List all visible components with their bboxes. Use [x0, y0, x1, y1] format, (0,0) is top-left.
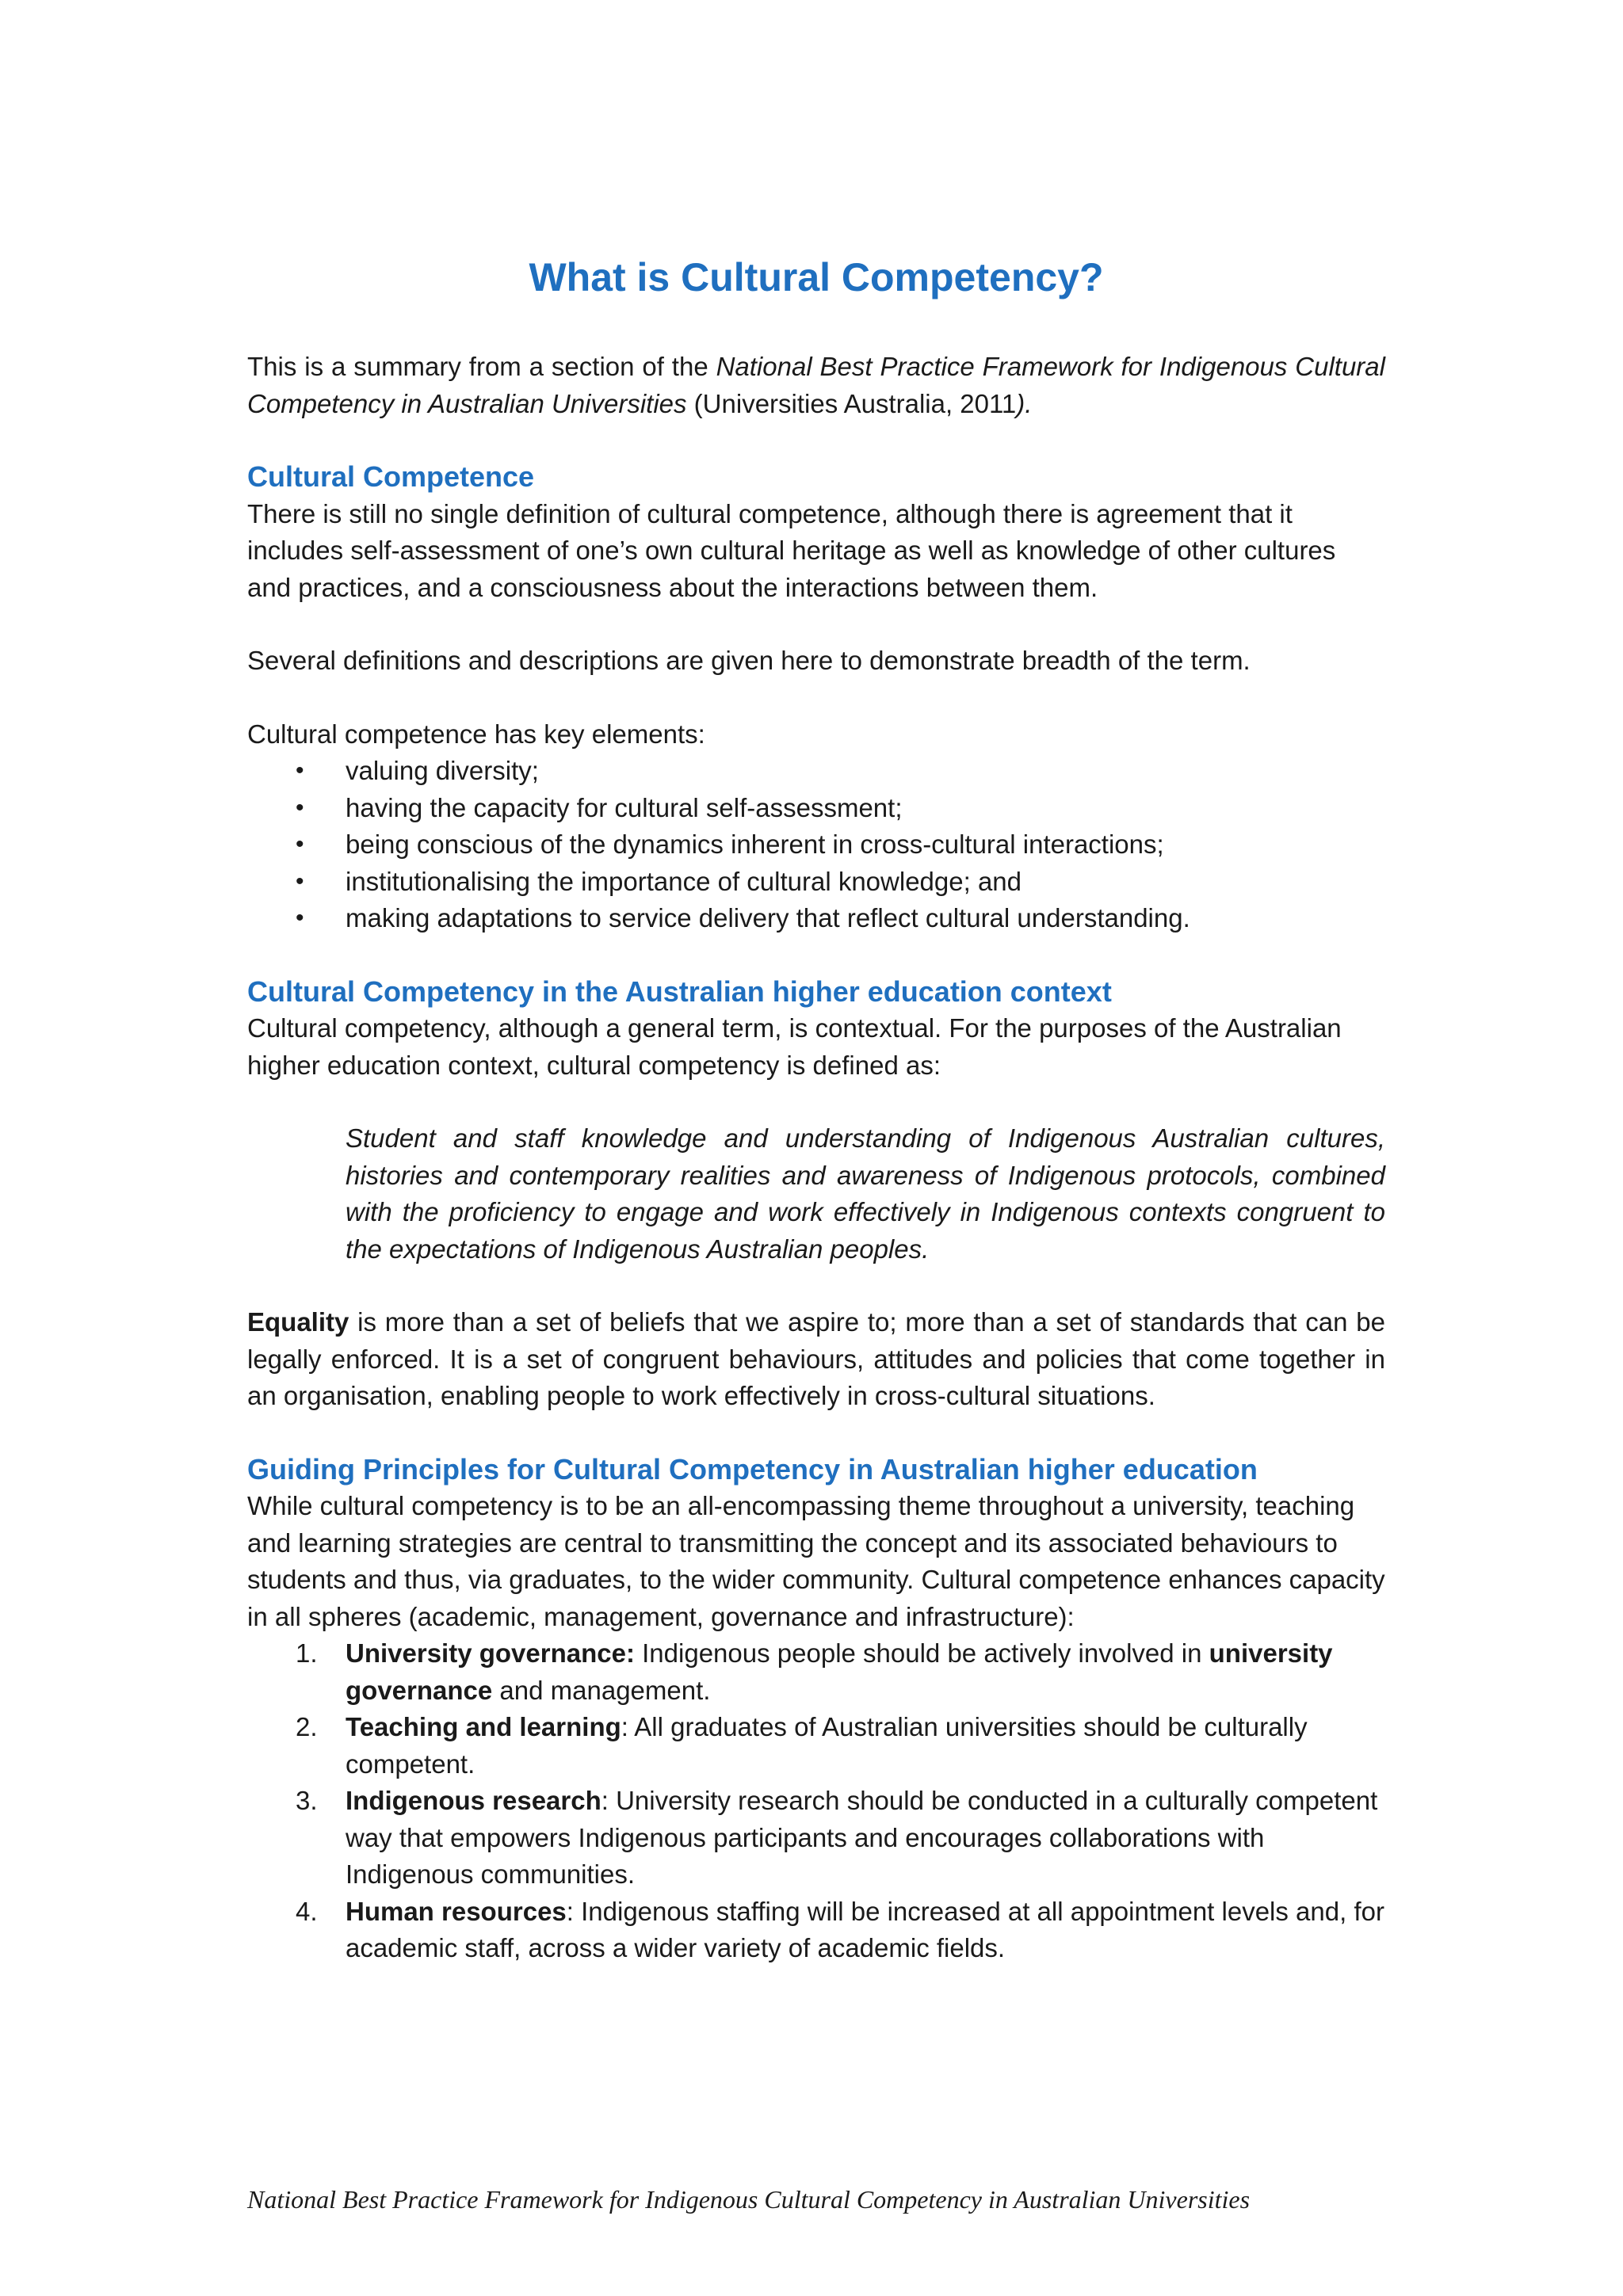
equality-paragraph	[247, 1304, 1385, 1415]
list-item	[247, 1783, 1385, 1894]
spacer	[247, 606, 1385, 643]
list-number: 2.	[296, 1712, 318, 1741]
key-elements-intro: Cultural competence has key elements:	[247, 719, 705, 749]
list-item-text: institutionalising the importance of cultural knowledge; and	[346, 866, 1022, 896]
spacer	[247, 680, 1385, 716]
list-item-text: making adaptations to service delivery that reflect cultural understanding.	[346, 903, 1190, 933]
bullet-icon: •	[296, 757, 304, 784]
principle-text: Indigenous people should be actively involved in	[634, 1638, 1209, 1668]
list-item-text: valuing diversity;	[346, 756, 539, 785]
list-number: 3.	[296, 1786, 318, 1815]
intro-suffix: (Universities Australia, 2011	[686, 388, 1017, 418]
bullet-icon: •	[296, 905, 304, 931]
equality-term: Equality	[247, 1307, 349, 1337]
spacer	[247, 422, 1385, 459]
definitions-note: Several definitions and descriptions are given here to demonstrate breadth of the term.	[247, 646, 1251, 675]
intro-prefix: This is a summary from a section of the	[247, 352, 716, 381]
intro-end: ).	[1016, 388, 1033, 418]
intro-paragraph	[247, 349, 1385, 422]
list-item	[247, 864, 1385, 901]
principle-text: : University research should be conducted in a culturally competent way that empowers Indigenous participants and encourages collaborations with Indigenous communities.	[346, 1786, 1378, 1889]
page-footer: National Best Practice Framework for Indigenous Cultural Competency in Australian Universities	[247, 2185, 1251, 2214]
document-body	[247, 252, 1385, 1967]
list-item-text: having the capacity for cultural self-assessment;	[346, 792, 903, 822]
bullet-icon: •	[296, 831, 304, 857]
principle-text: : All graduates of Australian universities should be culturally competent.	[346, 1712, 1308, 1779]
list-number: 4.	[296, 1896, 318, 1926]
list-item	[247, 900, 1385, 937]
guiding-principles-intro: While cultural competency is to be an all-encompassing theme throughout a university, teaching and learning strategies are central to transmitting the concept and its associated behaviours to students and thus, via graduates, to the wider community. Cultural competence enhances capacity in all spheres (academic, management, governance and infrastructure):	[247, 1491, 1385, 1631]
principle-emphasis: university governance	[346, 1638, 1333, 1705]
section-heading-higher-education-context: Cultural Competency in the Australian higher education context	[247, 974, 1112, 1008]
bullet-icon: •	[296, 794, 304, 821]
page-title: What is Cultural Competency?	[529, 255, 1104, 299]
spacer	[247, 937, 1385, 974]
intro-framework-title: National Best Practice Framework for Indigenous Cultural Competency in Australian Universities	[247, 352, 1385, 418]
principle-label: University governance:	[346, 1638, 635, 1668]
guiding-principles-list	[247, 1635, 1385, 1967]
cultural-competence-definition: There is still no single definition of cultural competence, although there is agreement that it includes self-assessment of one’s own cultural heritage as well as knowledge of other cultures and practices, and a consciousness about the interactions between them.	[247, 498, 1336, 602]
list-number: 1.	[296, 1638, 318, 1668]
bullet-icon: •	[296, 868, 304, 894]
equality-text: is more than a set of beliefs that we aspire to; more than a set of standards that can be legally enforced. It is a set of congruent behaviours, attitudes and policies that come together in an organisation, enabling people to work effectively in cross-cultural situations.	[247, 1307, 1385, 1410]
list-item	[247, 790, 1385, 827]
principle-label: Indigenous research	[346, 1786, 601, 1815]
principle-label: Human resources	[346, 1896, 567, 1926]
list-item-text: being conscious of the dynamics inherent in cross-cultural interactions;	[346, 830, 1164, 859]
principle-text-end: and management.	[492, 1675, 711, 1705]
context-paragraph: Cultural competency, although a general term, is contextual. For the purposes of the Australian higher education context, cultural competency is defined as:	[247, 1013, 1342, 1080]
key-elements-list	[247, 753, 1385, 937]
list-item	[247, 826, 1385, 864]
spacer	[247, 1415, 1385, 1451]
list-item	[247, 1635, 1385, 1709]
principle-text: : Indigenous staffing will be increased at all appointment levels and, for academic staff, across a wider variety of academic fields.	[346, 1896, 1384, 1962]
list-item	[247, 1894, 1385, 1967]
definition-quote: Student and staff knowledge and understanding of Indigenous Australian cultures, histories and contemporary realities and awareness of Indigenous protocols, combined with the proficiency to engage and work effectively in Indigenous contexts congruent to the expectations of Indigenous Australian peoples.	[346, 1123, 1385, 1264]
section-heading-cultural-competence: Cultural Competence	[247, 460, 535, 493]
section-heading-guiding-principles: Guiding Principles for Cultural Competency in Australian higher education	[247, 1452, 1258, 1486]
list-item	[247, 1709, 1385, 1783]
list-item	[247, 753, 1385, 790]
principle-label: Teaching and learning	[346, 1712, 621, 1741]
